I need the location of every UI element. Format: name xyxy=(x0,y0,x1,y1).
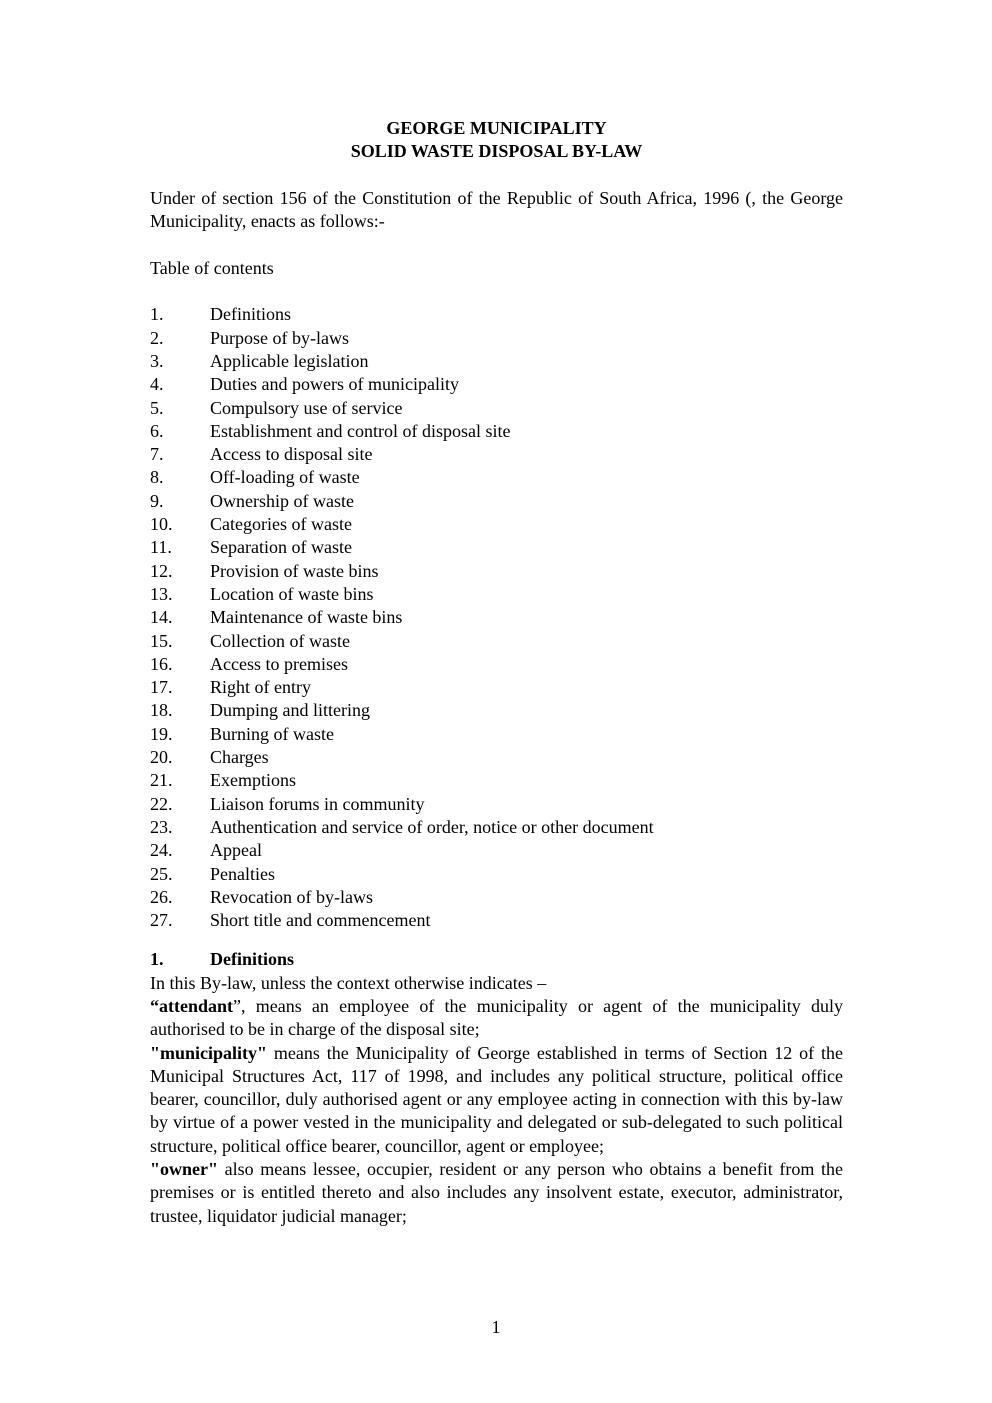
toc-item-label: Penalties xyxy=(210,863,275,884)
toc-item xyxy=(150,443,843,466)
spacer xyxy=(150,164,843,187)
definition-text: also means lessee, occupier, resident or any person who obtains a benefit from the premises or is entitled thereto and also includes any insolvent estate, executor, administrator, trustee, liquidator judicial manager; xyxy=(150,1159,843,1226)
toc-item-label: Burning of waste xyxy=(210,723,334,744)
toc-item-number: 13. xyxy=(150,583,173,604)
toc-item xyxy=(150,513,843,536)
definition-text: means the Municipality of George established in terms of Section 12 of the Municipal Structures Act, 117 of 1998, and includes any political structure, political office bearer, councillor, duly authorised agent or any employee acting in connection with this by-law by virtue of a power vested in the municipality and delegated or sub-delegated to such political structure, political office bearer, councillor, agent or employee; xyxy=(150,1042,843,1156)
intro-paragraph: Under of section 156 of the Constitution of the Republic of South Africa, 1996 (, the George Municipality, enacts as follows:- xyxy=(150,187,843,232)
toc-item-number: 9. xyxy=(150,490,164,511)
toc-item-label: Authentication and service of order, notice or other document xyxy=(210,816,654,837)
toc-item-number: 4. xyxy=(150,374,164,395)
toc-item xyxy=(150,350,843,373)
toc-item-number: 3. xyxy=(150,350,164,371)
toc-item xyxy=(150,420,843,443)
toc-item xyxy=(150,839,843,862)
toc-item-label: Compulsory use of service xyxy=(210,397,403,418)
toc-item-number: 10. xyxy=(150,514,173,535)
definition-term: "owner" xyxy=(150,1159,218,1180)
toc-item xyxy=(150,676,843,699)
toc-item-number: 2. xyxy=(150,327,164,348)
toc-item-number: 27. xyxy=(150,910,173,931)
toc-item-label: Ownership of waste xyxy=(210,490,354,511)
toc-item-number: 24. xyxy=(150,840,173,861)
toc-item xyxy=(150,583,843,606)
toc-item xyxy=(150,723,843,746)
toc-item-label: Charges xyxy=(210,747,269,768)
spacer xyxy=(150,932,843,948)
toc-item xyxy=(150,793,843,816)
toc-item-number: 14. xyxy=(150,607,173,628)
toc-item xyxy=(150,490,843,513)
toc-item xyxy=(150,746,843,769)
definition-term: "municipality" xyxy=(150,1042,267,1063)
document-title xyxy=(150,117,843,164)
toc-item xyxy=(150,536,843,559)
toc-item xyxy=(150,653,843,676)
toc-item-label: Definitions xyxy=(210,304,291,325)
toc-item-label: Categories of waste xyxy=(210,514,352,535)
definition-text: ”, means an employee of the municipality or agent of the municipality duly authorised to be in charge of the disposal site; xyxy=(150,995,843,1040)
toc-item-number: 21. xyxy=(150,770,173,791)
toc-item-number: 26. xyxy=(150,886,173,907)
toc-item xyxy=(150,816,843,839)
toc-item-label: Dumping and littering xyxy=(210,700,370,721)
toc-item xyxy=(150,630,843,653)
toc-item xyxy=(150,303,843,326)
section-1-heading xyxy=(150,948,843,971)
toc-item-number: 19. xyxy=(150,723,173,744)
toc-item-number: 25. xyxy=(150,863,173,884)
toc-item-number: 20. xyxy=(150,747,173,768)
toc-item-number: 18. xyxy=(150,700,173,721)
toc-item-label: Liaison forums in community xyxy=(210,793,425,814)
toc-item xyxy=(150,886,843,909)
toc-item-label: Duties and powers of municipality xyxy=(210,374,459,395)
toc-item-label: Exemptions xyxy=(210,770,296,791)
toc-item-number: 17. xyxy=(150,677,173,698)
toc-item xyxy=(150,699,843,722)
toc-item-label: Revocation of by-laws xyxy=(210,886,373,907)
toc-item-label: Location of waste bins xyxy=(210,583,374,604)
toc-item-label: Short title and commencement xyxy=(210,910,431,931)
section-number: 1. xyxy=(150,949,164,970)
toc-item-label: Maintenance of waste bins xyxy=(210,607,403,628)
toc-item-label: Right of entry xyxy=(210,677,311,698)
toc-item xyxy=(150,373,843,396)
toc-item-number: 7. xyxy=(150,444,164,465)
toc-item-label: Provision of waste bins xyxy=(210,560,379,581)
toc-item-number: 12. xyxy=(150,560,173,581)
toc-item xyxy=(150,909,843,932)
definition-owner xyxy=(150,1158,843,1228)
toc-item-number: 8. xyxy=(150,467,164,488)
definition-term: “attendant xyxy=(150,995,234,1016)
toc-item-label: Separation of waste xyxy=(210,537,352,558)
toc-item xyxy=(150,769,843,792)
toc-item-number: 5. xyxy=(150,397,164,418)
toc-item-number: 16. xyxy=(150,653,173,674)
toc-item xyxy=(150,863,843,886)
section-title: Definitions xyxy=(210,949,295,970)
toc-item xyxy=(150,397,843,420)
title-line-2: SOLID WASTE DISPOSAL BY-LAW xyxy=(350,141,643,162)
toc-item xyxy=(150,560,843,583)
toc-item-label: Establishment and control of disposal site xyxy=(210,420,511,441)
toc-item xyxy=(150,466,843,489)
definition-municipality xyxy=(150,1042,843,1158)
table-of-contents xyxy=(150,303,843,932)
toc-item-label: Collection of waste xyxy=(210,630,350,651)
toc-item-number: 6. xyxy=(150,420,164,441)
spacer xyxy=(150,233,843,256)
toc-item-number: 11. xyxy=(150,537,172,558)
definition-attendant xyxy=(150,995,843,1042)
title-line-1: GEORGE MUNICIPALITY xyxy=(386,118,607,138)
toc-item-label: Off-loading of waste xyxy=(210,467,360,488)
toc-item-number: 1. xyxy=(150,304,164,325)
page-number: 1 xyxy=(491,1317,501,1337)
toc-item-label: Appeal xyxy=(210,840,262,861)
toc-item-label: Applicable legislation xyxy=(210,350,369,371)
toc-item-label: Purpose of by-laws xyxy=(210,327,349,348)
toc-heading: Table of contents xyxy=(150,257,274,278)
toc-item xyxy=(150,606,843,629)
toc-item-number: 15. xyxy=(150,630,173,651)
toc-item xyxy=(150,327,843,350)
toc-item-number: 23. xyxy=(150,816,173,837)
toc-item-label: Access to disposal site xyxy=(210,444,373,465)
toc-item-label: Access to premises xyxy=(210,653,348,674)
spacer xyxy=(150,280,843,303)
toc-item-number: 22. xyxy=(150,793,173,814)
section-lead: In this By-law, unless the context otherwise indicates – xyxy=(150,972,547,993)
